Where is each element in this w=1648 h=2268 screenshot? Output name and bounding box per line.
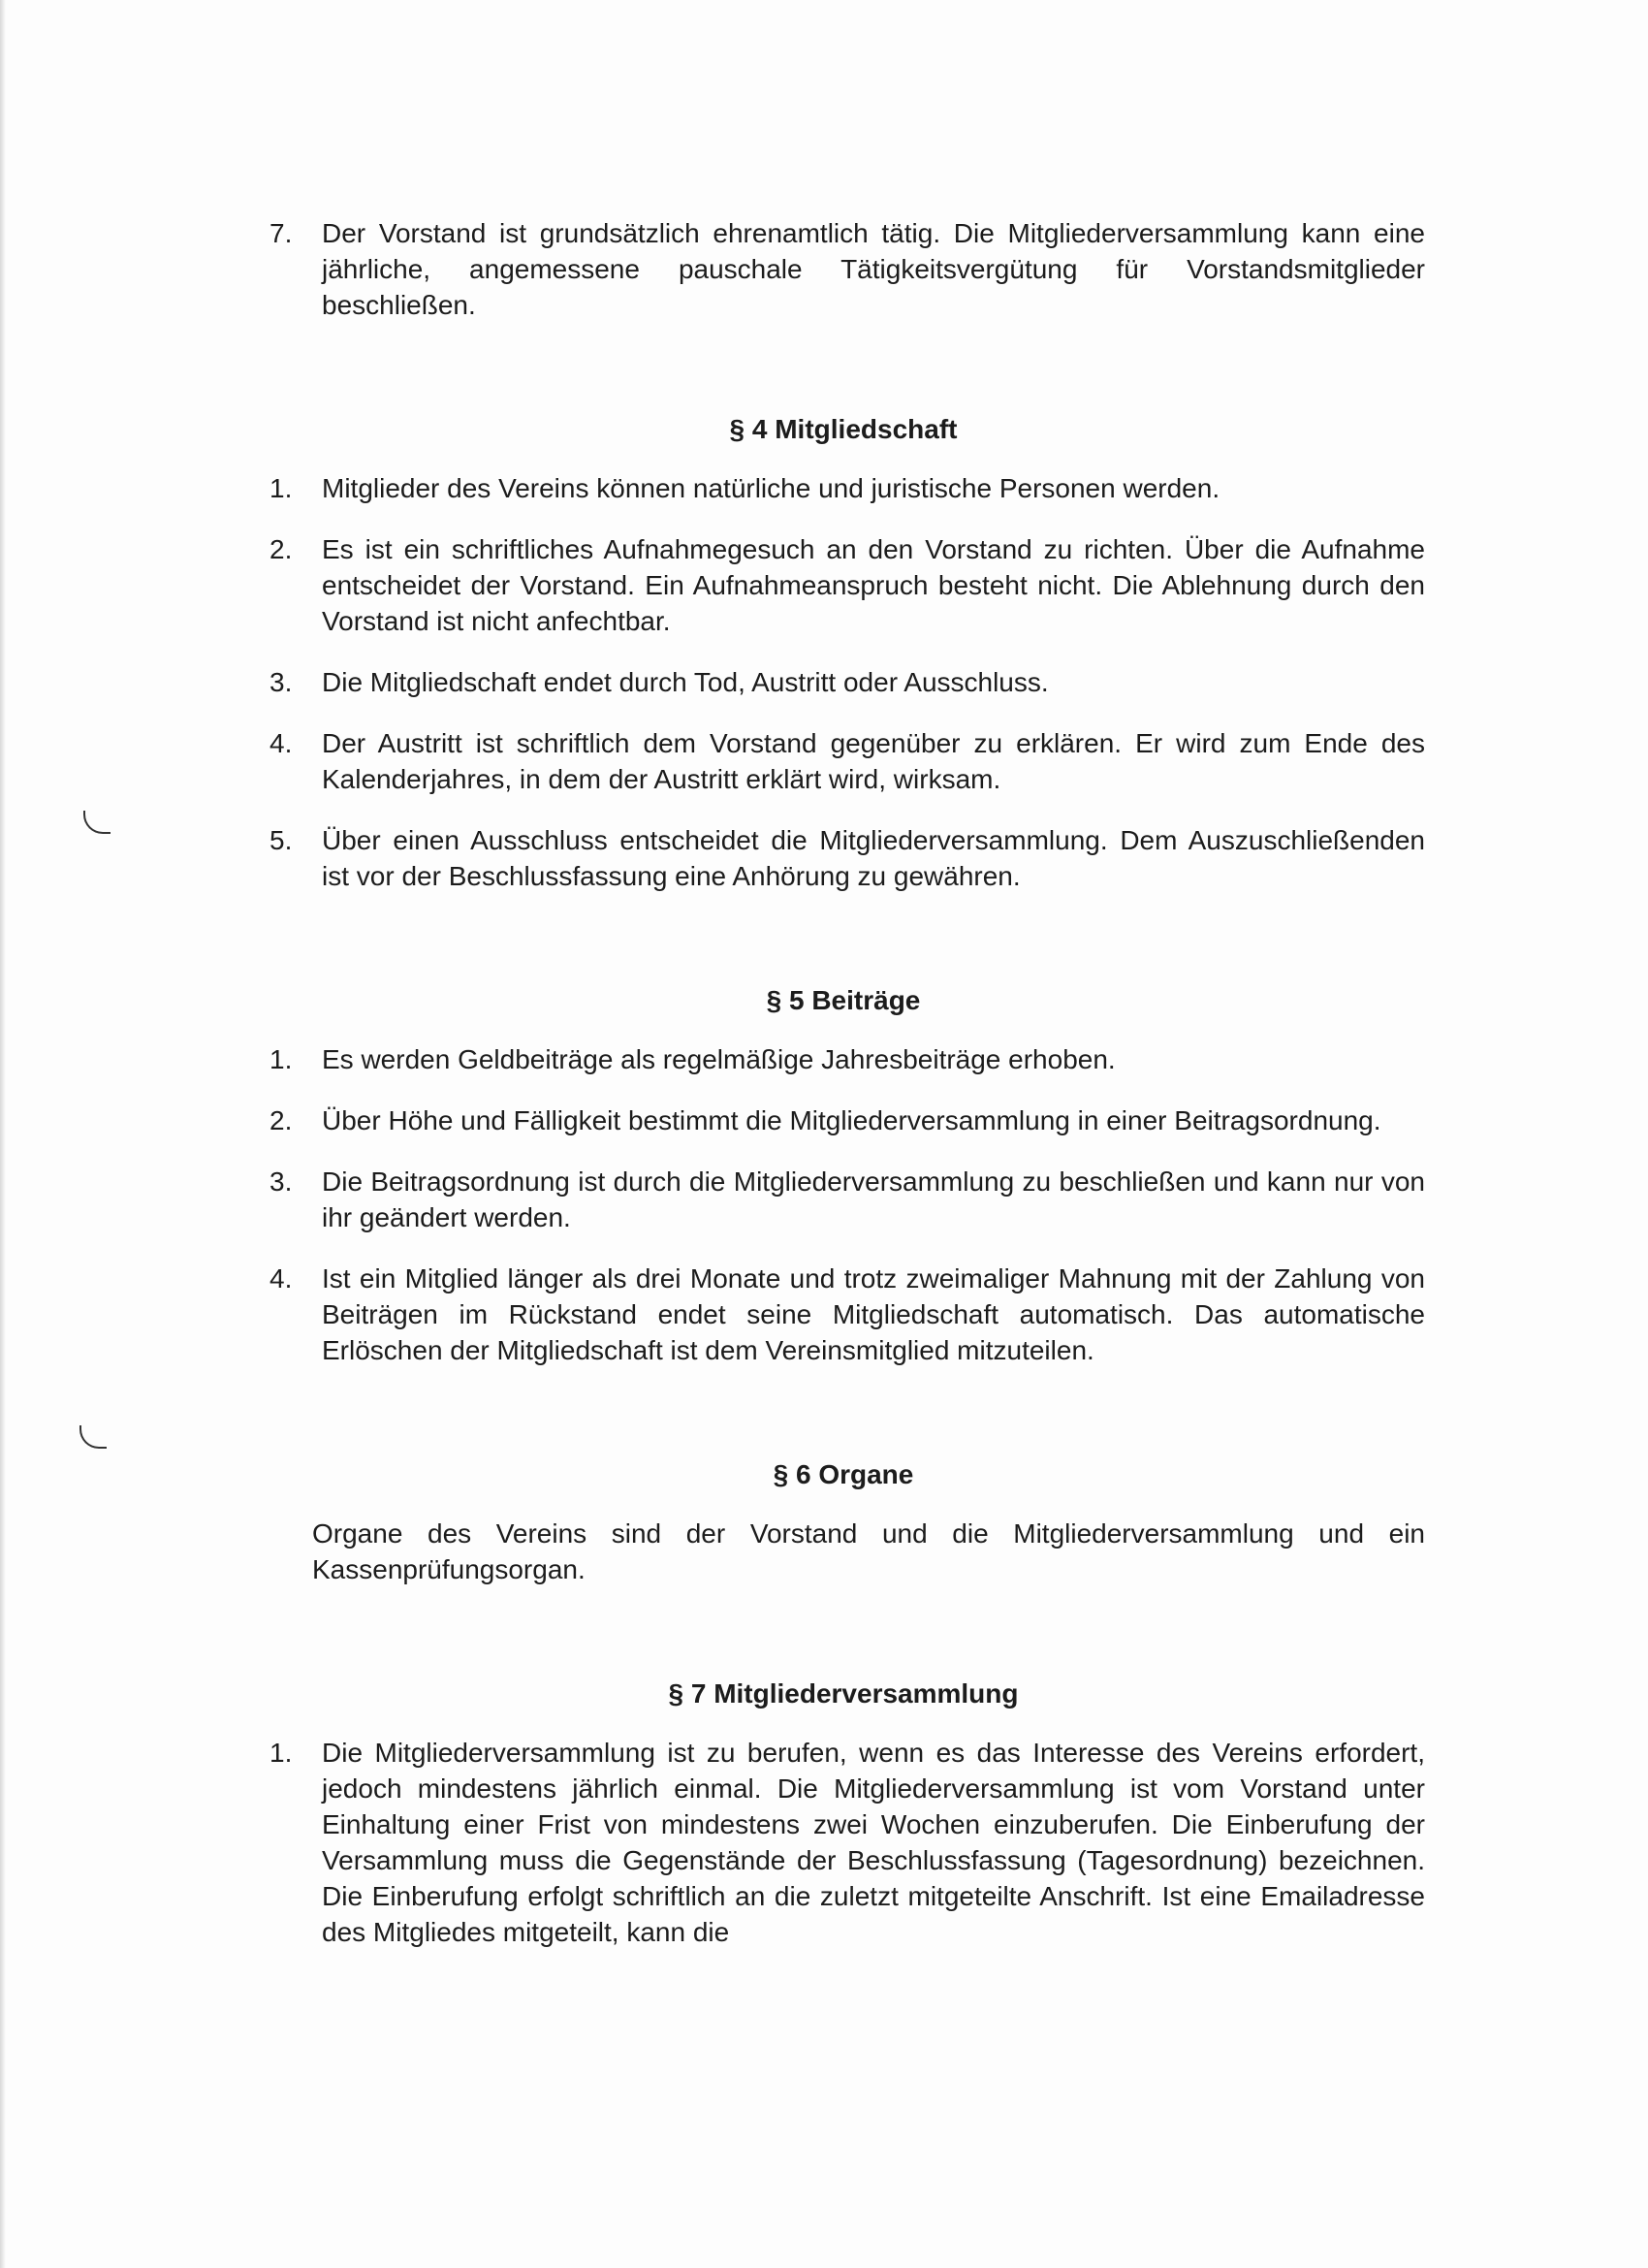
item-number: 1. [269,473,293,503]
item-number: 2. [269,1105,293,1135]
item-number: 1. [269,1044,293,1074]
item-text: Es ist ein schriftliches Aufnahmegesuch an den Vorstand zu richten. Über die Aufnahme entscheidet der Vorstand. Ein Aufnahmeanspruch besteht nicht. Die Ablehnung durch den Vorstand ist nicht anfechtbar. [322,534,1425,636]
list-item [262,1735,1425,1950]
scan-edge [0,0,6,2268]
list-item [262,725,1425,797]
item-text: Es werden Geldbeiträge als regelmäßige Jahresbeiträge erhoben. [322,1044,1116,1074]
item-text: Über Höhe und Fälligkeit bestimmt die Mitgliederversammlung in einer Beitragsordnung. [322,1105,1381,1135]
item-text: Ist ein Mitglied länger als drei Monate und trotz zweimaliger Mahnung mit der Zahlung von Beiträgen im Rückstand endet seine Mitgliedschaft automatisch. Das automatische Erlöschen der Mitgliedschaft ist dem Vereinsmitglied mitzuteilen. [322,1263,1425,1365]
list-item [262,215,1425,323]
list-item [262,1041,1425,1077]
item-number: 3. [269,1166,293,1197]
item-number: 7. [269,218,293,248]
item-text: Die Mitgliedschaft endet durch Tod, Austritt oder Ausschluss. [322,667,1049,697]
list-item [262,1261,1425,1368]
margin-check-mark [79,1425,107,1449]
item-number: 3. [269,667,293,697]
item-text: Der Vorstand ist grundsätzlich ehrenamtlich tätig. Die Mitgliederversammlung kann eine jährliche, angemessene pauschale Tätigkeitsvergütung für Vorstandsmitglieder beschließen. [322,218,1425,320]
section-heading-6: § 6 Organe [773,1459,914,1489]
list-item [262,1102,1425,1138]
item-text: Die Beitragsordnung ist durch die Mitgliederversammlung zu beschließen und kann nur von ihr geändert werden. [322,1166,1425,1232]
list-item [262,822,1425,894]
section-heading-7: § 7 Mitgliederversammlung [668,1678,1019,1709]
item-text: Der Austritt ist schriftlich dem Vorstand gegenüber zu erklären. Er wird zum Ende des Kalenderjahres, in dem der Austritt erklärt wird, wirksam. [322,728,1425,794]
list-item [262,664,1425,700]
section-heading-5: § 5 Beiträge [766,985,921,1015]
item-text: Die Mitgliederversammlung ist zu berufen, wenn es das Interesse des Vereins erfordert, jedoch mindestens jährlich einmal. Die Mitgliederversammlung ist vom Vorstand unter Einhaltung einer Frist von mindestens zwei Wochen einzuberufen. Die Einberufung der Versammlung muss die Gegenstände der Beschlussfassung (Tagesordnung) bezeichnen. Die Einberufung erfolgt schriftlich an die zuletzt mitgeteilte Anschrift. Ist eine Emailadresse des Mitgliedes mitgeteilt, kann die [322,1738,1425,1947]
item-number: 4. [269,728,293,758]
list-item [262,470,1425,506]
document-body [262,215,1425,1950]
list-item [262,1164,1425,1235]
item-number: 2. [269,534,293,564]
item-number: 5. [269,825,293,855]
item-text: Über einen Ausschluss entscheidet die Mitgliederversammlung. Dem Auszuschließenden ist vor der Beschlussfassung eine Anhörung zu gewähren. [322,825,1425,891]
list-item [262,531,1425,639]
item-text: Mitglieder des Vereins können natürliche und juristische Personen werden. [322,473,1220,503]
margin-check-mark [83,811,111,834]
section-6-paragraph: Organe des Vereins sind der Vorstand und die Mitgliederversammlung und ein Kassenprüfungsorgan. [312,1518,1425,1584]
item-number: 4. [269,1263,293,1294]
section-heading-4: § 4 Mitgliedschaft [729,414,958,444]
item-number: 1. [269,1738,293,1768]
